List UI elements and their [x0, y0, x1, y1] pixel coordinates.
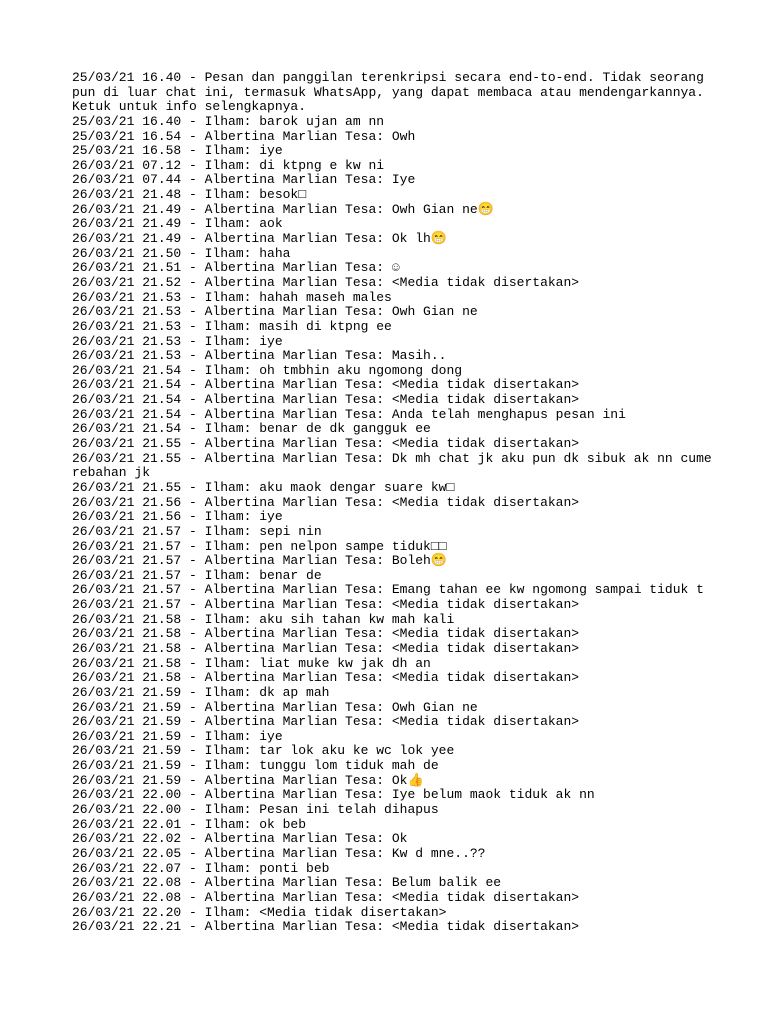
text-line: 26/03/21 21.49 - Albertina Marlian Tesa: Ok lh😁	[72, 231, 448, 247]
text-line: 26/03/21 21.55 - Albertina Marlian Tesa: Dk mh chat jk aku pun dk sibuk ak nn cume	[72, 450, 712, 466]
text-line: 26/03/21 07.44 - Albertina Marlian Tesa: Iye	[72, 172, 416, 188]
text-line: 26/03/21 22.01 - Ilham: ok beb	[72, 816, 307, 832]
text-line: 26/03/21 22.20 - Ilham: <Media tidak disertakan>	[72, 904, 447, 920]
text-line: 26/03/21 22.05 - Albertina Marlian Tesa: Kw d mne..??	[72, 845, 486, 861]
text-line: 26/03/21 22.00 - Albertina Marlian Tesa: Iye belum maok tiduk ak nn	[72, 787, 595, 803]
text-line: 26/03/21 21.58 - Albertina Marlian Tesa: <Media tidak disertakan>	[72, 626, 580, 642]
text-line: 26/03/21 22.08 - Albertina Marlian Tesa: <Media tidak disertakan>	[72, 889, 580, 905]
text-line: 26/03/21 21.57 - Ilham: benar de	[72, 567, 322, 583]
text-line: 26/03/21 21.59 - Albertina Marlian Tesa: <Media tidak disertakan>	[72, 714, 580, 730]
text-line: pun di luar chat ini, termasuk WhatsApp, yang dapat membaca atau mendengarkannya.	[72, 84, 704, 100]
text-line: 26/03/21 21.53 - Ilham: iye	[72, 333, 283, 349]
text-line: 26/03/21 21.51 - Albertina Marlian Tesa: ☺	[72, 260, 400, 276]
text-line: rebahan jk	[72, 465, 151, 481]
text-line: 26/03/21 21.59 - Ilham: tar lok aku ke wc lok yee	[72, 743, 455, 759]
text-line: 26/03/21 22.00 - Ilham: Pesan ini telah dihapus	[72, 802, 439, 818]
text-line: 26/03/21 21.57 - Albertina Marlian Tesa: Emang tahan ee kw ngomong sampai tiduk t	[72, 582, 704, 598]
text-line: 26/03/21 21.49 - Albertina Marlian Tesa: Owh Gian ne😁	[72, 201, 494, 217]
text-line: 26/03/21 21.52 - Albertina Marlian Tesa: <Media tidak disertakan>	[72, 274, 580, 290]
chat-export-text	[72, 70, 712, 935]
text-line: 25/03/21 16.40 - Ilham: barok ujan am nn	[72, 113, 385, 129]
text-line: 26/03/21 21.58 - Albertina Marlian Tesa: <Media tidak disertakan>	[72, 670, 580, 686]
text-line: 26/03/21 07.12 - Ilham: di ktpng e kw ni	[72, 157, 385, 173]
text-line: 26/03/21 21.58 - Albertina Marlian Tesa: <Media tidak disertakan>	[72, 640, 580, 656]
text-line: 26/03/21 21.54 - Ilham: benar de dk gangguk ee	[72, 421, 431, 437]
text-line: 26/03/21 21.53 - Albertina Marlian Tesa: Masih..	[72, 348, 447, 364]
text-line: Ketuk untuk info selengkapnya.	[72, 99, 307, 115]
text-line: 26/03/21 21.57 - Albertina Marlian Tesa: Boleh😁	[72, 553, 448, 569]
text-line: 26/03/21 22.02 - Albertina Marlian Tesa: Ok	[72, 831, 408, 847]
text-line: 26/03/21 21.57 - Ilham: pen nelpon sampe tiduk□□	[72, 538, 447, 554]
text-line: 26/03/21 22.07 - Ilham: ponti beb	[72, 860, 330, 876]
text-line: 26/03/21 21.50 - Ilham: haha	[72, 245, 291, 261]
text-line: 26/03/21 21.49 - Ilham: aok	[72, 216, 283, 232]
text-line: 26/03/21 21.58 - Ilham: aku sih tahan kw mah kali	[72, 611, 455, 627]
text-line: 26/03/21 22.08 - Albertina Marlian Tesa: Belum balik ee	[72, 875, 502, 891]
text-line: 26/03/21 21.56 - Albertina Marlian Tesa: <Media tidak disertakan>	[72, 494, 580, 510]
text-line: 26/03/21 21.55 - Ilham: aku maok dengar suare kw□	[72, 479, 455, 495]
text-line: 26/03/21 21.59 - Ilham: dk ap mah	[72, 684, 330, 700]
text-line: 26/03/21 21.54 - Albertina Marlian Tesa: Anda telah menghapus pesan ini	[72, 406, 626, 422]
text-line: 26/03/21 21.54 - Albertina Marlian Tesa: <Media tidak disertakan>	[72, 392, 580, 408]
text-line: 26/03/21 21.54 - Ilham: oh tmbhin aku ngomong dong	[72, 362, 463, 378]
text-line: 25/03/21 16.54 - Albertina Marlian Tesa: Owh	[72, 128, 416, 144]
text-line: 26/03/21 21.59 - Albertina Marlian Tesa: Ok👍	[72, 772, 424, 788]
text-line: 26/03/21 21.57 - Albertina Marlian Tesa: <Media tidak disertakan>	[72, 597, 580, 613]
text-line: 26/03/21 22.21 - Albertina Marlian Tesa: <Media tidak disertakan>	[72, 919, 580, 935]
text-line: 25/03/21 16.58 - Ilham: iye	[72, 143, 283, 159]
text-line: 26/03/21 21.53 - Ilham: masih di ktpng ee	[72, 318, 392, 334]
text-line: 26/03/21 21.56 - Ilham: iye	[72, 509, 283, 525]
text-line: 26/03/21 21.59 - Ilham: iye	[72, 728, 283, 744]
text-line: 26/03/21 21.59 - Ilham: tunggu lom tiduk mah de	[72, 758, 439, 774]
text-line: 26/03/21 21.57 - Ilham: sepi nin	[72, 523, 322, 539]
text-line: 26/03/21 21.59 - Albertina Marlian Tesa: Owh Gian ne	[72, 699, 478, 715]
text-line: 26/03/21 21.54 - Albertina Marlian Tesa: <Media tidak disertakan>	[72, 377, 580, 393]
text-line: 26/03/21 21.55 - Albertina Marlian Tesa: <Media tidak disertakan>	[72, 436, 580, 452]
text-line: 26/03/21 21.48 - Ilham: besok□	[72, 187, 307, 203]
text-line: 25/03/21 16.40 - Pesan dan panggilan terenkripsi secara end-to-end. Tidak seorang	[72, 70, 704, 85]
text-line: 26/03/21 21.53 - Ilham: hahah maseh males	[72, 289, 392, 305]
text-line: 26/03/21 21.53 - Albertina Marlian Tesa: Owh Gian ne	[72, 304, 478, 320]
text-line: 26/03/21 21.58 - Ilham: liat muke kw jak dh an	[72, 655, 431, 671]
